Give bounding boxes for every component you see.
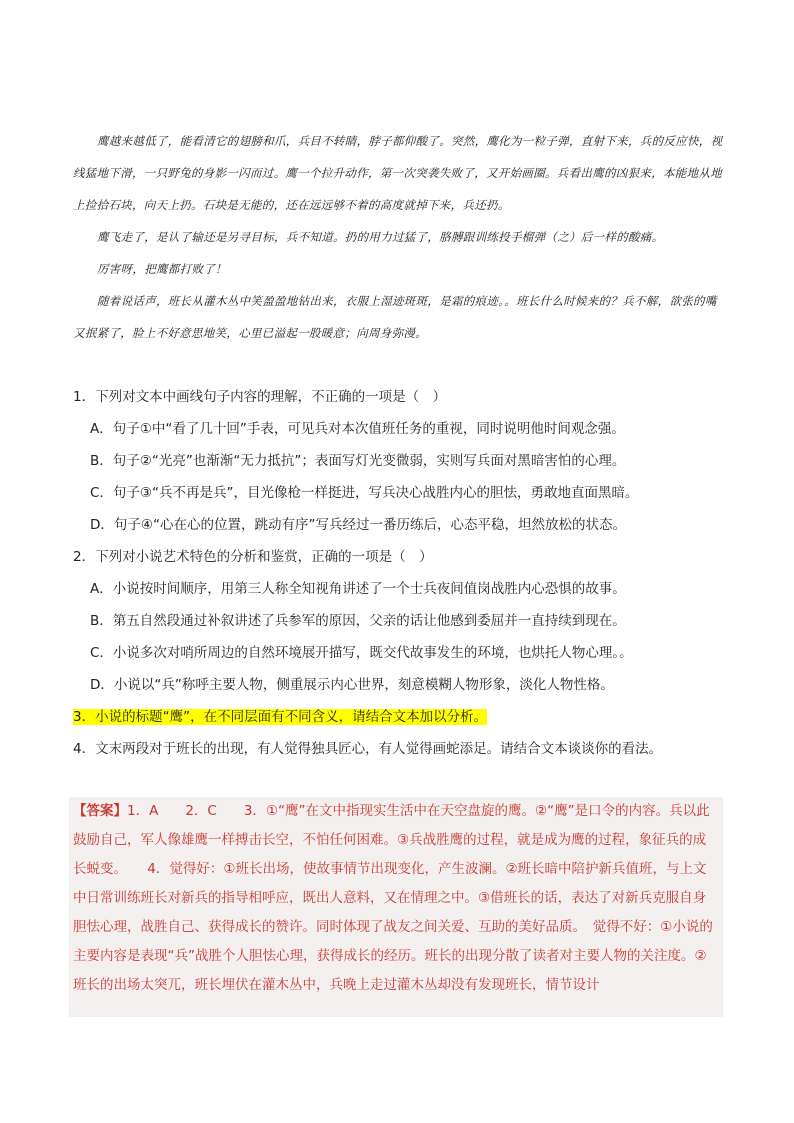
question-1-option-a: A．句子①中“看了几十回”手表，可见兵对本次值班任务的重视，同时说明他时间观念强。 xyxy=(90,421,625,437)
question-1-option-c: C．句子③“兵不再是兵”，目光像枪一样挺进，写兵决心战胜内心的胆怯，勇敢地直面黑暗。 xyxy=(90,485,639,501)
question-1-option-d: D．句子④“心在心的位置，跳动有序”写兵经过一番历练后，心态平稳，坦然放松的状态。 xyxy=(90,517,626,533)
story-paragraph: 随着说话声，班长从灌木丛中笑盈盈地钻出来，衣服上湿迹斑斑，是霜的痕迹。。班长什么时候来的？兵不解，欲张的嘴又抿紧了，脸上不好意思地笑，心里已溢起一股暖意；向周身弥漫。 xyxy=(73,294,717,340)
answer-label: 【答案】 xyxy=(73,803,127,819)
question-1-stem: 1．下列对文本中画线句子内容的理解，不正确的一项是（ ） xyxy=(73,389,447,405)
question-3 xyxy=(73,701,723,733)
question-4: 4．文末两段对于班长的出现，有人觉得独具匠心，有人觉得画蛇添足。请结合文本谈谈你的看法。 xyxy=(73,741,663,757)
question-2-option-a: A．小说按时间顺序，用第三人称全知视角讲述了一个士兵夜间值岗战胜内心恐惧的故事。 xyxy=(90,581,626,597)
question-2-stem: 2．下列对小说艺术特色的分析和鉴赏，正确的一项是（ ） xyxy=(73,549,433,565)
question-2-option-d: D．小说以“兵”称呼主要人物，侧重展示内心世界，刻意模糊人物形象，淡化人物性格。 xyxy=(90,677,614,693)
question-2-option-c: C．小说多次对哨所周边的自然环境展开描写，既交代故事发生的环境，也烘托人物心理。。 xyxy=(90,645,633,661)
answer-block xyxy=(69,797,723,1017)
question-1-option-b: B．句子②“光亮”也渐渐“无力抵抗”；表面写灯光变微弱，实则写兵面对黑暗害怕的心理。 xyxy=(90,453,626,469)
question-list xyxy=(73,381,723,765)
story-paragraph: 鹰越来越低了，能看清它的翅膀和爪，兵目不转睛，脖子都仰酸了。突然，鹰化为一粒子弹，直射下来，兵的反应快，视线猛地下滑，一只野兔的身影一闪而过。鹰一个拉升动作，第一次突袭失败了，又开始画圈。兵看出鹰的凶狠来，本能地从地上捡拾石块，向天上扔。石块是无能的，还在远远够不着的高度就掉下来，兵还扔。 xyxy=(73,134,723,212)
story-paragraph: 鹰飞走了，是认了输还是另寻目标，兵不知道。扔的用力过猛了，胳膊跟训练投手榴弹（之）后一样的酸痛。 xyxy=(97,230,664,244)
question-3-highlight: 3．小说的标题“鹰”，在不同层面有不同含义，请结合文本加以分析。 xyxy=(73,709,488,725)
question-2-option-b: B．第五自然段通过补叙讲述了兵参军的原因，父亲的话让他感到委屈并一直持续到现在。 xyxy=(90,613,626,629)
story-excerpt xyxy=(73,125,723,349)
answer-text: 1．A 2．C 3．①“鹰”在文中指现实生活中在天空盘旋的鹰。②“鹰”是口令的内容。兵以此鼓励自己，军人像雄鹰一样搏击长空，不怕任何困难。③兵战胜鹰的过程，就是成为鹰的过程，象征兵的成长蜕变。 4．觉得好：①班长出场，使故事情节出现变化，产生波澜。②班长暗中陪护新兵值班，与上文中日常训练班长对新兵的指导相呼应，既出人意料，又在情理之中。③借班长的话，表达了对新兵克服自身胆怯心理，战胜自己、获得成长的赞许。同时体现了战友之间关爱、互助的美好品质。 觉得不好：①小说的主要内容是表现“兵”战胜个人胆怯心理，获得成长的经历。班长的出现分散了读者对主要人物的关注度。②班长的出场太突兀，班长埋伏在灌木丛中，兵晚上走过灌木丛却没有发现班长，情节设计 xyxy=(73,803,713,993)
story-paragraph: 厉害呀，把鹰都打败了！ xyxy=(97,262,227,276)
